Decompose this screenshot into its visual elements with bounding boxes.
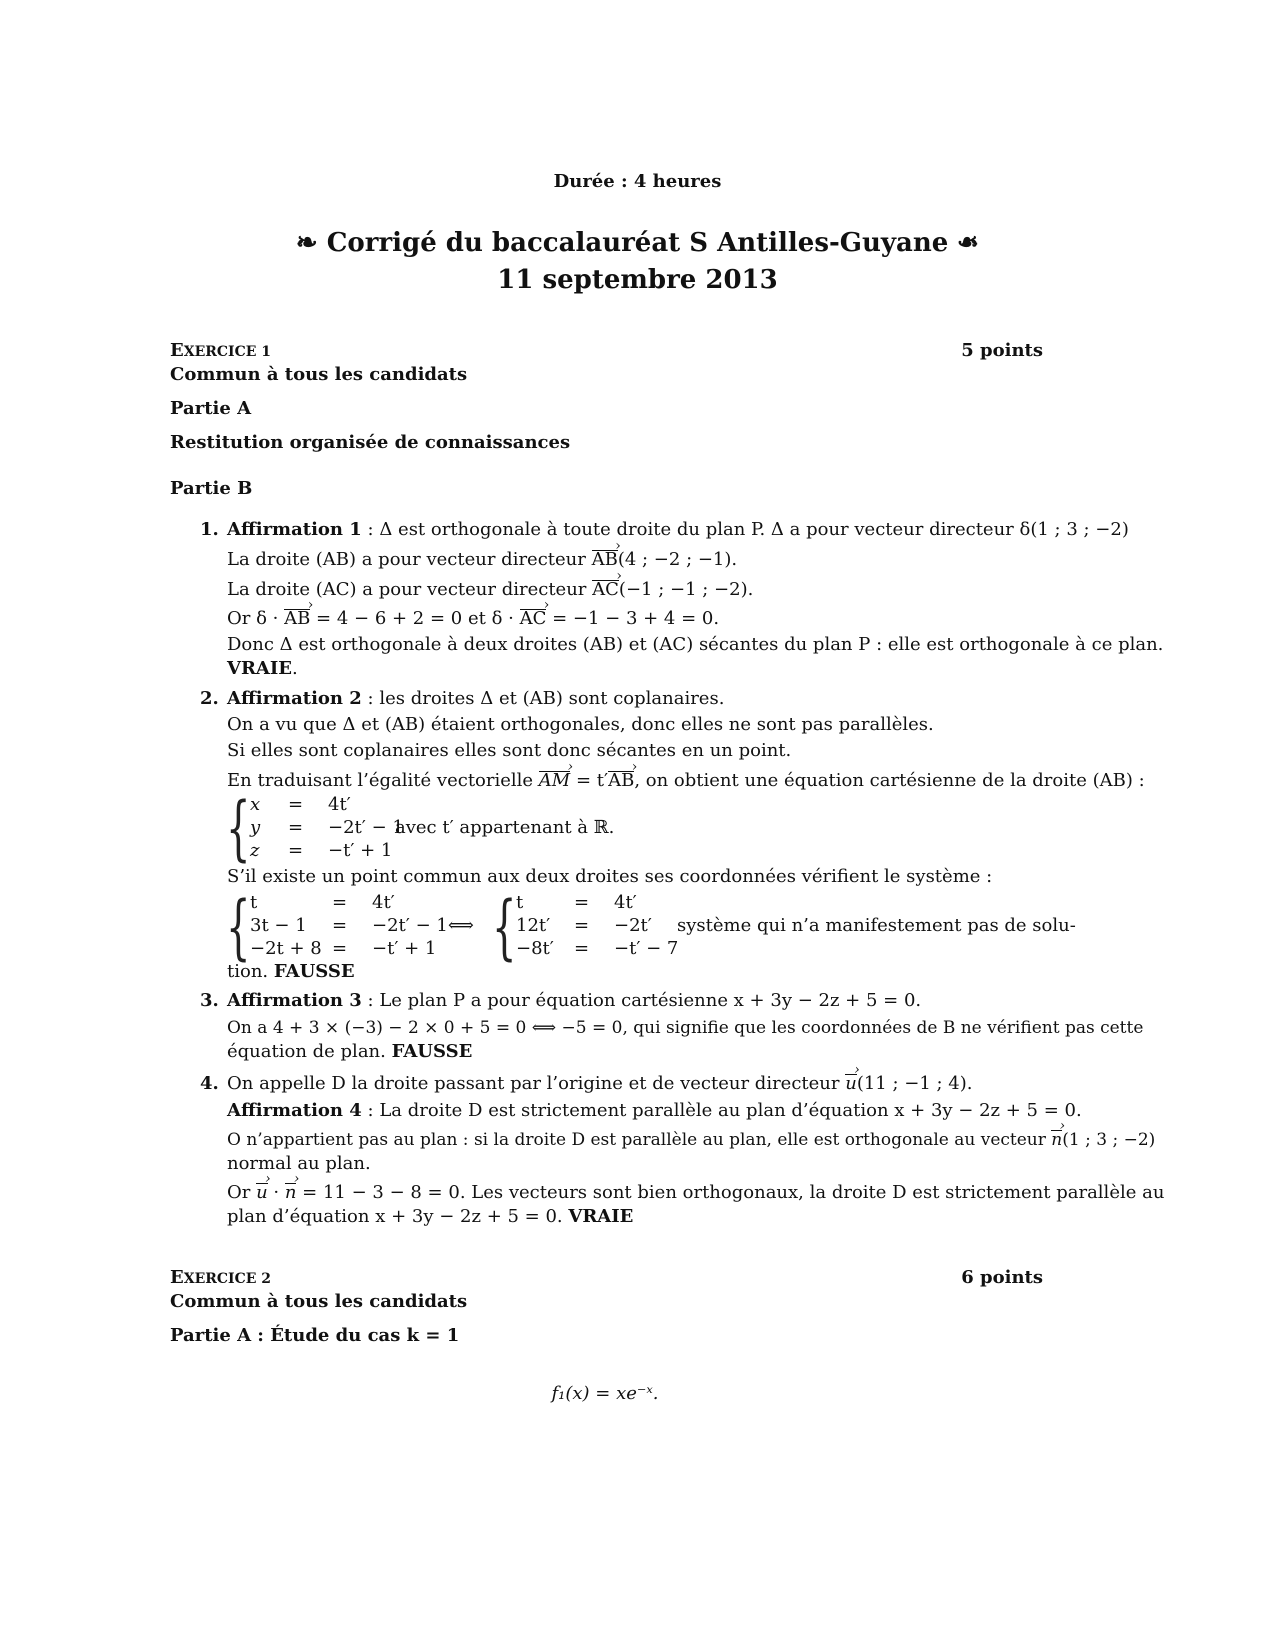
q1-line3: La droite (AC) a pour vecteur directeur AC ›(−1 ; −1 ; −2). <box>227 578 753 602</box>
ex1-points: 5 points <box>961 340 1043 361</box>
q1-line4: Or δ · AB › = 4 − 6 + 2 = 0 et δ · AC › = −1 − 3 + 4 = 0. <box>227 607 719 631</box>
q4-line4: normal au plan. <box>227 1153 371 1174</box>
system-2: t = 4t′ 3t − 1 = −2t′ − 1 −2t + 8 = −t′ + 1 <box>250 892 448 959</box>
ornament-left-icon: ❧ <box>295 228 318 258</box>
ex1-subtitle: Commun à tous les candidats <box>170 364 468 385</box>
q3-line3: équation de plan. FAUSSE <box>227 1041 473 1062</box>
system-3: t = 4t′ 12t′ = −2t′ −8t′ = −t′ − 7 <box>516 892 679 959</box>
q1-number: 1. <box>200 519 219 540</box>
title-line1: Corrigé du baccalauréat S Antilles-Guyane <box>326 228 949 258</box>
q2-line4: En traduisant l’égalité vectorielle AM › = t′AB ›, on obtient une équation cartésienne de la droite (AB) : <box>227 769 1145 793</box>
q3-line1: Affirmation 3 : Le plan P a pour équation cartésienne x + 3y − 2z + 5 = 0. <box>227 990 922 1011</box>
q2-line2: On a vu que Δ et (AB) étaient orthogonales, donc elles ne sont pas parallèles. <box>227 714 934 735</box>
ornament-right-icon: ❧ <box>957 228 980 258</box>
q1-line1: Affirmation 1 : Δ est orthogonale à toute droite du plan P. Δ a pour vecteur directeur δ(1 ; 3 ; −2) <box>227 519 1129 540</box>
sys1-note: avec t′ appartenant à ℝ. <box>395 817 615 838</box>
equivalence-symbol: ⟺ <box>448 915 474 936</box>
page-title <box>0 225 1275 261</box>
ex1-title: EXERCICE 1 <box>170 340 272 361</box>
ex1-partA: Partie A <box>170 398 252 419</box>
ex2-subtitle: Commun à tous les candidats <box>170 1291 468 1312</box>
q4-line6: plan d’équation x + 3y − 2z + 5 = 0. VRAIE <box>227 1206 634 1227</box>
q2-line6: tion. FAUSSE <box>227 961 355 982</box>
q4-number: 4. <box>200 1073 219 1094</box>
brace-sys2: { <box>226 886 251 968</box>
q3-number: 3. <box>200 990 219 1011</box>
ex1-partA-sub: Restitution organisée de connaissances <box>170 432 571 453</box>
sys-note: système qui n’a manifestement pas de solu- <box>677 915 1076 936</box>
q2-line5: S’il existe un point commun aux deux droites ses coordonnées vérifient le système : <box>227 866 993 887</box>
ex1-partB: Partie B <box>170 478 253 499</box>
q3-line2: On a 4 + 3 × (−3) − 2 × 0 + 5 = 0 ⟺ −5 = 0, qui signifie que les coordonnées de B ne vérifient pas cette <box>227 1018 1144 1038</box>
duration: Durée : 4 heures <box>553 171 722 192</box>
q1-verdict: VRAIE. <box>227 658 298 679</box>
ex2-points: 6 points <box>961 1267 1043 1288</box>
q2-line3: Si elles sont coplanaires elles sont donc sécantes en un point. <box>227 740 792 761</box>
q2-number: 2. <box>200 688 219 709</box>
q4-line1: On appelle D la droite passant par l’origine et de vecteur directeur u ›(11 ; −1 ; 4). <box>227 1072 973 1096</box>
q1-line5: Donc Δ est orthogonale à deux droites (AB) et (AC) sécantes du plan P : elle est orthogonale à ce plan. <box>227 634 1164 655</box>
ex2-partA: Partie A : Étude du cas k = 1 <box>170 1325 460 1346</box>
brace-sys1: { <box>226 787 251 869</box>
title-date: 11 septembre 2013 <box>497 265 778 295</box>
brace-sys3: { <box>492 886 517 968</box>
ex2-title: EXERCICE 2 <box>170 1267 272 1288</box>
q1-line2: La droite (AB) a pour vecteur directeur AB ›(4 ; −2 ; −1). <box>227 548 737 572</box>
q4-line2: Affirmation 4 : La droite D est strictement parallèle au plan d’équation x + 3y − 2z + 5 = 0. <box>227 1100 1082 1121</box>
q2-line1: Affirmation 2 : les droites Δ et (AB) sont coplanaires. <box>227 688 725 709</box>
q4-line3: O n’appartient pas au plan : si la droite D est parallèle au plan, elle est orthogonale au vecteur n ›(1 ; 3 ; −2) <box>227 1128 1155 1152</box>
q4-line5: Or u › · n › = 11 − 3 − 8 = 0. Les vecteurs sont bien orthogonaux, la droite D est strictement parallèle au <box>227 1181 1164 1205</box>
ex2-formula: f₁(x) = xe⁻ˣ. <box>551 1383 659 1404</box>
system-1: x = 4t′ y = −2t′ − 1 z = −t′ + 1 <box>250 794 404 861</box>
